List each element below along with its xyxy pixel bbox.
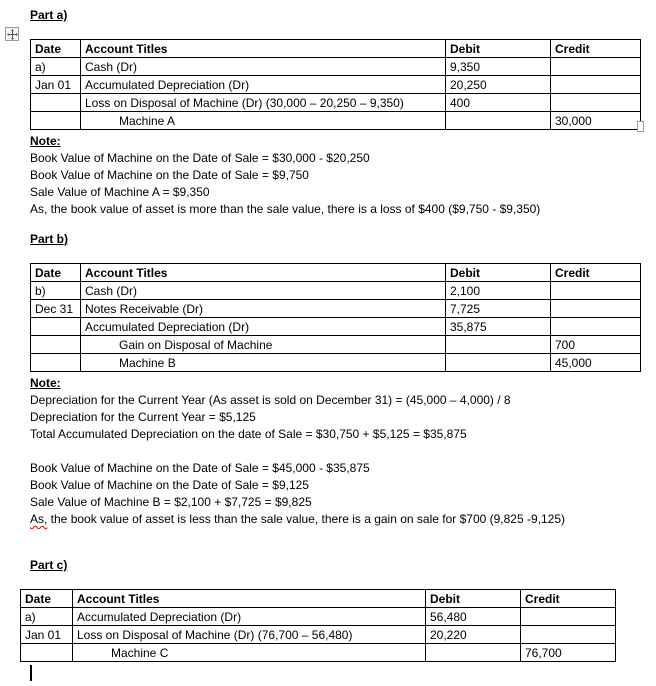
part-b-journal-table [30, 263, 641, 372]
col-header-date: Date [21, 590, 73, 608]
note-label: Note: [30, 376, 61, 390]
cell-account: Gain on Disposal of Machine [81, 336, 446, 354]
part-a-title: Part a) [30, 8, 68, 22]
table-row [31, 318, 641, 336]
cell-date: Dec 31 [31, 300, 81, 318]
move-arrows-icon [7, 29, 18, 40]
part-b-section [30, 232, 640, 528]
cell-credit: 45,000 [551, 354, 641, 372]
note-line: Sale Value of Machine B = $2,100 + $7,725 = $9,825 [30, 495, 312, 509]
table-row [31, 336, 641, 354]
cell-credit: 30,000 [551, 112, 641, 130]
col-header-debit: Debit [446, 264, 551, 282]
cell-date: Jan 01 [21, 626, 73, 644]
cell-debit [446, 336, 551, 354]
col-header-account: Account Titles [81, 40, 446, 58]
table-row [31, 112, 641, 130]
cell-account: Accumulated Depreciation (Dr) [81, 318, 446, 336]
cell-date [31, 336, 81, 354]
cell-credit [551, 300, 641, 318]
table-header-row [31, 264, 641, 282]
part-c-journal-table [20, 589, 616, 662]
cell-date [31, 112, 81, 130]
cell-credit [521, 608, 616, 626]
part-b-title: Part b) [30, 232, 69, 246]
cell-credit [551, 318, 641, 336]
cell-credit [551, 76, 641, 94]
col-header-date: Date [31, 40, 81, 58]
note-line: Depreciation for the Current Year (As asset is sold on December 31) = (45,000 – 4,000) / 8 [30, 393, 511, 407]
cell-credit: 76,700 [521, 644, 616, 662]
cell-date: b) [31, 282, 81, 300]
cell-account: Accumulated Depreciation (Dr) [81, 76, 446, 94]
table-row [31, 300, 641, 318]
cell-account: Machine C [73, 644, 426, 662]
cell-account: Notes Receivable (Dr) [81, 300, 446, 318]
cell-debit: 35,875 [446, 318, 551, 336]
cell-credit [551, 58, 641, 76]
part-a-section [30, 8, 640, 218]
cell-date [31, 354, 81, 372]
cell-credit [551, 282, 641, 300]
note-line: Book Value of Machine on the Date of Sale = $9,125 [30, 478, 309, 492]
table-row [21, 644, 616, 662]
cell-credit [521, 626, 616, 644]
cell-credit: 700 [551, 336, 641, 354]
table-row [31, 282, 641, 300]
col-header-credit: Credit [521, 590, 616, 608]
note-line: Sale Value of Machine A = $9,350 [30, 185, 210, 199]
table-row [31, 76, 641, 94]
table-resize-handle-icon[interactable] [637, 121, 644, 132]
note-line: Book Value of Machine on the Date of Sale = $45,000 - $35,875 [30, 461, 370, 475]
note-line: Total Accumulated Depreciation on the date of Sale = $30,750 + $5,125 = $35,875 [30, 427, 467, 441]
cell-debit: 400 [446, 94, 551, 112]
note-line: Depreciation for the Current Year = $5,125 [30, 410, 256, 424]
col-header-credit: Credit [551, 40, 641, 58]
cell-date [31, 94, 81, 112]
part-c-title: Part c) [30, 558, 68, 572]
note-line [30, 511, 640, 528]
cell-date [21, 644, 73, 662]
note-line: Book Value of Machine on the Date of Sale = $9,750 [30, 168, 309, 182]
cell-debit: 20,220 [426, 626, 521, 644]
note-line-rest: the book value of asset is less than the sale value, there is a gain on sale for $700 (9,825 -9,125) [47, 512, 566, 526]
table-row [31, 354, 641, 372]
cell-date: a) [31, 58, 81, 76]
misspelled-word: As, [30, 512, 48, 526]
note-label: Note: [30, 134, 61, 148]
cell-date: a) [21, 608, 73, 626]
part-a-journal-table [30, 39, 641, 130]
note-line: As, the book value of asset is more than the sale value, there is a loss of $400 ($9,750 - $9,350) [30, 202, 541, 216]
cell-account: Loss on Disposal of Machine (Dr) (30,000 – 20,250 – 9,350) [81, 94, 446, 112]
cell-debit: 9,350 [446, 58, 551, 76]
cell-debit: 20,250 [446, 76, 551, 94]
cell-date [31, 318, 81, 336]
part-c-section [25, 558, 640, 662]
table-row [21, 626, 616, 644]
col-header-credit: Credit [551, 264, 641, 282]
col-header-debit: Debit [426, 590, 521, 608]
table-header-row [21, 590, 616, 608]
cell-credit [551, 94, 641, 112]
table-row [31, 58, 641, 76]
table-move-handle-icon[interactable] [5, 27, 19, 41]
cell-debit [426, 644, 521, 662]
cell-date: Jan 01 [31, 76, 81, 94]
note-line: Book Value of Machine on the Date of Sale = $30,000 - $20,250 [30, 151, 370, 165]
cell-debit [446, 112, 551, 130]
table-row [21, 608, 616, 626]
cell-debit: 2,100 [446, 282, 551, 300]
cell-debit: 56,480 [426, 608, 521, 626]
text-cursor [30, 665, 32, 681]
cell-account: Cash (Dr) [81, 282, 446, 300]
cell-debit [446, 354, 551, 372]
cell-account: Loss on Disposal of Machine (Dr) (76,700 – 56,480) [73, 626, 426, 644]
cell-account: Machine A [81, 112, 446, 130]
col-header-debit: Debit [446, 40, 551, 58]
col-header-account: Account Titles [73, 590, 426, 608]
table-row [31, 94, 641, 112]
blank-line [30, 443, 640, 460]
cell-account: Machine B [81, 354, 446, 372]
cell-debit: 7,725 [446, 300, 551, 318]
cell-account: Cash (Dr) [81, 58, 446, 76]
table-header-row [31, 40, 641, 58]
col-header-account: Account Titles [81, 264, 446, 282]
cell-account: Accumulated Depreciation (Dr) [73, 608, 426, 626]
col-header-date: Date [31, 264, 81, 282]
